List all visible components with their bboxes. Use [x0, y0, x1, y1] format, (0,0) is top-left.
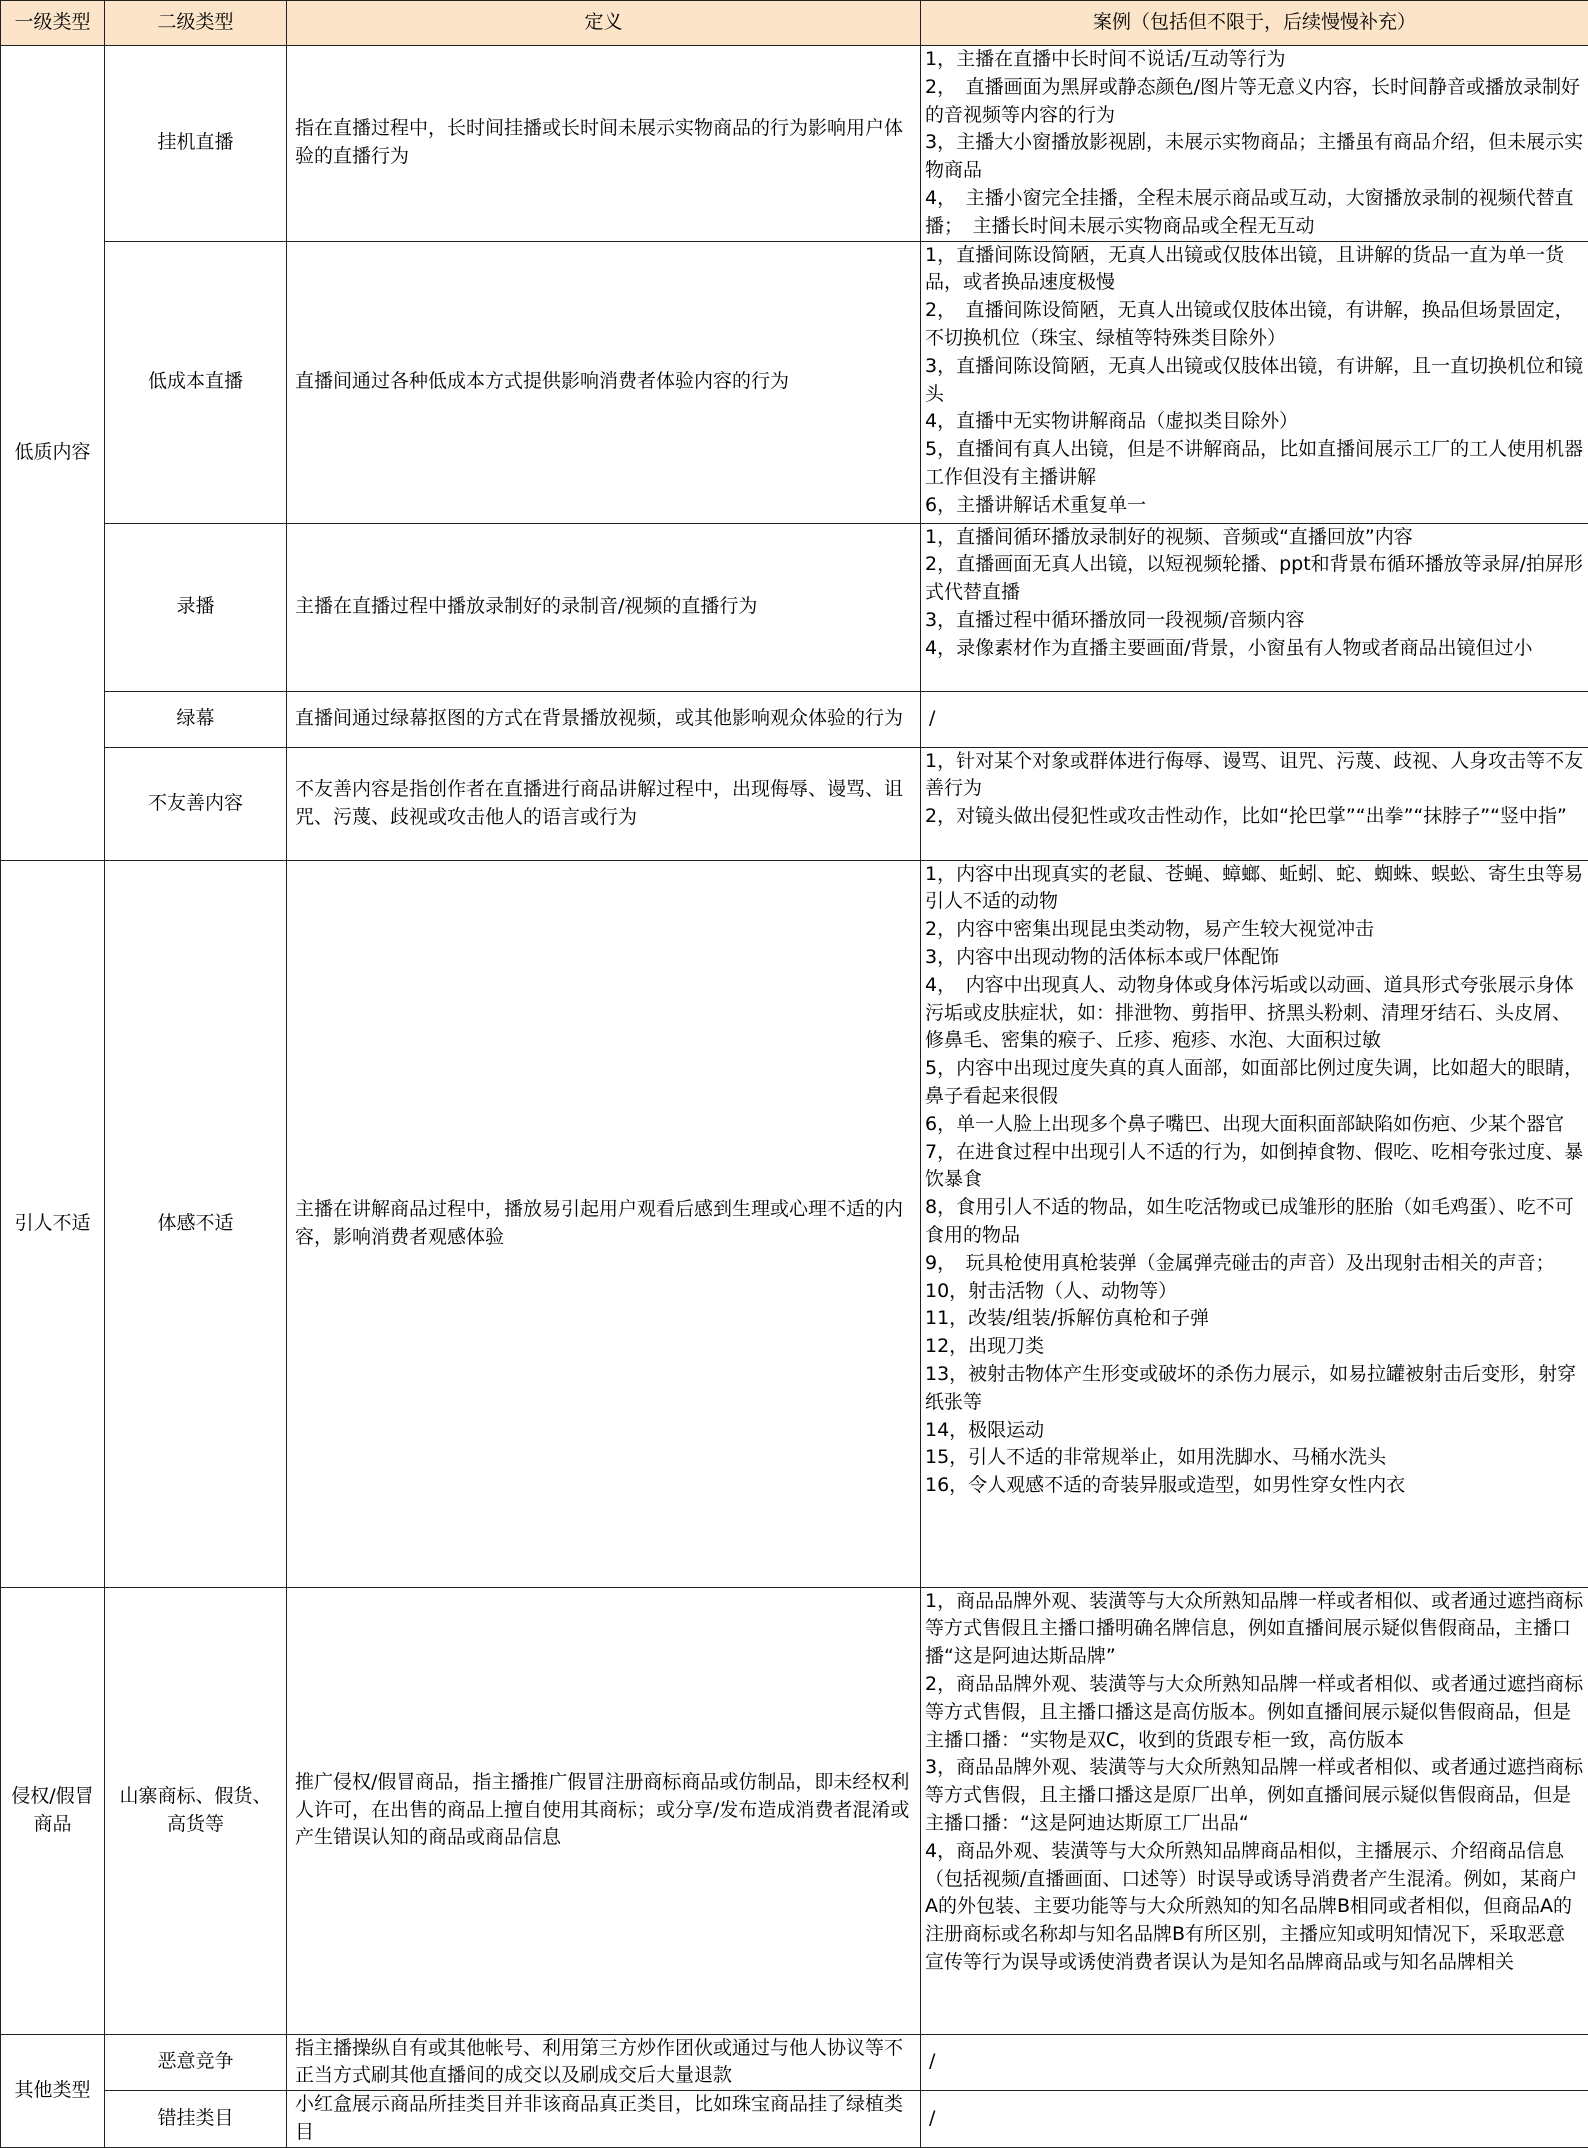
level1-cell: 侵权/假冒商品 — [1, 1587, 105, 2034]
definition-cell: 小红盒展示商品所挂类目并非该商品真正类目，比如珠宝商品挂了绿植类目 — [287, 2091, 921, 2148]
example-item: 3，直播过程中循环播放同一段视频/音频内容 — [925, 607, 1584, 635]
header-definition: 定义 — [287, 1, 921, 46]
example-item: 4，录像素材作为直播主要画面/背景，小窗虽有人物或者商品出镜但过小 — [925, 635, 1584, 663]
example-item: 8，食用引人不适的物品，如生吃活物或已成雏形的胚胎（如毛鸡蛋）、吃不可食用的物品 — [925, 1194, 1584, 1250]
example-item: 2，商品品牌外观、装潢等与大众所熟知品牌一样或者相似、或者通过遮挡商标等方式售假，且主播口播这是高仿版本。例如直播间展示疑似售假商品，但是主播口播：“实物是双C，收到的货跟专柜一致，高仿版本 — [925, 1671, 1584, 1754]
example-item: 3，主播大小窗播放影视剧，未展示实物商品；主播虽有商品介绍，但未展示实物商品 — [925, 129, 1584, 185]
examples-cell — [921, 691, 1588, 747]
level2-cell: 不友善内容 — [105, 747, 287, 860]
example-item: 6，主播讲解话术重复单一 — [925, 492, 1584, 520]
definition-cell: 指在直播过程中，长时间挂播或长时间未展示实物商品的行为影响用户体验的直播行为 — [287, 46, 921, 242]
level2-cell: 低成本直播 — [105, 241, 287, 523]
level1-cell: 引人不适 — [1, 860, 105, 1587]
example-item: 7，在进食过程中出现引人不适的行为，如倒掉食物、假吃、吃相夸张过度、暴饮暴食 — [925, 1139, 1584, 1195]
example-item: 3，直播间陈设简陋，无真人出镜或仅肢体出镜，有讲解，且一直切换机位和镜头 — [925, 353, 1584, 409]
example-item: 9， 玩具枪使用真枪装弹（金属弹壳碰击的声音）及出现射击相关的声音； — [925, 1250, 1584, 1278]
examples-cell — [921, 860, 1588, 1587]
level1-cell: 低质内容 — [1, 46, 105, 861]
example-item: 1，针对某个对象或群体进行侮辱、谩骂、诅咒、污蔑、歧视、人身攻击等不友善行为 — [925, 748, 1584, 804]
header-level1: 一级类型 — [1, 1, 105, 46]
definition-cell: 直播间通过绿幕抠图的方式在背景播放视频，或其他影响观众体验的行为 — [287, 691, 921, 747]
table-row — [1, 691, 1588, 747]
examples-cell — [921, 1587, 1588, 2034]
header-examples: 案例（包括但不限于，后续慢慢补充） — [921, 1, 1588, 46]
level2-cell: 录播 — [105, 523, 287, 691]
example-item: 5，内容中出现过度失真的真人面部，如面部比例过度失调，比如超大的眼睛，鼻子看起来很假 — [925, 1055, 1584, 1111]
example-item: 4， 内容中出现真人、动物身体或身体污垢或以动画、道具形式夸张展示身体污垢或皮肤症状，如：排泄物、剪指甲、挤黑头粉刺、清理牙结石、头皮屑、修鼻毛、密集的瘊子、丘疹、疱疹、水泡、大面积过敏 — [925, 972, 1584, 1055]
example-item: 12，出现刀类 — [925, 1333, 1584, 1361]
example-item: 5，直播间有真人出镜，但是不讲解商品，比如直播间展示工厂的工人使用机器工作但没有主播讲解 — [925, 436, 1584, 492]
example-item: 1，直播间陈设简陋，无真人出镜或仅肢体出镜，且讲解的货品一直为单一货品，或者换品速度极慢 — [925, 242, 1584, 298]
table-row — [1, 46, 1588, 242]
example-item: 14，极限运动 — [925, 1417, 1584, 1445]
level2-cell: 恶意竞争 — [105, 2034, 287, 2091]
example-item: 2，直播画面无真人出镜，以短视频轮播、ppt和背景布循环播放等录屏/拍屏形式代替直播 — [925, 551, 1584, 607]
examples-cell — [921, 747, 1588, 860]
example-item: 4，直播中无实物讲解商品（虚拟类目除外） — [925, 408, 1584, 436]
definition-cell: 不友善内容是指创作者在直播进行商品讲解过程中，出现侮辱、谩骂、诅咒、污蔑、歧视或攻击他人的语言或行为 — [287, 747, 921, 860]
example-item: 11，改装/组装/拆解仿真枪和子弹 — [925, 1305, 1584, 1333]
example-item: / — [925, 2048, 1584, 2076]
level1-cell: 其他类型 — [1, 2034, 105, 2147]
example-item: 1，内容中出现真实的老鼠、苍蝇、蟑螂、蚯蚓、蛇、蜘蛛、蜈蚣、寄生虫等易引人不适的动物 — [925, 861, 1584, 917]
example-item: / — [925, 2105, 1584, 2133]
table-row — [1, 747, 1588, 860]
examples-cell — [921, 241, 1588, 523]
example-item: 4， 主播小窗完全挂播，全程未展示商品或互动，大窗播放录制的视频代替直播； 主播长时间未展示实物商品或全程无互动 — [925, 185, 1584, 241]
example-item: 15，引人不适的非常规举止，如用洗脚水、马桶水洗头 — [925, 1444, 1584, 1472]
example-item: 10，射击活物（人、动物等） — [925, 1278, 1584, 1306]
examples-cell — [921, 523, 1588, 691]
level2-cell: 山寨商标、假货、高货等 — [105, 1587, 287, 2034]
level2-cell: 挂机直播 — [105, 46, 287, 242]
table-row — [1, 523, 1588, 691]
definition-cell: 主播在直播过程中播放录制好的录制音/视频的直播行为 — [287, 523, 921, 691]
example-item: 3，商品品牌外观、装潢等与大众所熟知品牌一样或者相似、或者通过遮挡商标等方式售假，且主播口播这是原厂出单，例如直播间展示疑似售假商品，但是主播口播：“这是阿迪达斯原工厂出品“ — [925, 1754, 1584, 1837]
example-item: 6，单一人脸上出现多个鼻子嘴巴、出现大面积面部缺陷如伤疤、少某个器官 — [925, 1111, 1584, 1139]
example-item: 1，商品品牌外观、装潢等与大众所熟知品牌一样或者相似、或者通过遮挡商标等方式售假且主播口播明确名牌信息，例如直播间展示疑似售假商品，主播口播“这是阿迪达斯品牌” — [925, 1588, 1584, 1671]
level2-cell: 错挂类目 — [105, 2091, 287, 2148]
example-item: 4，商品外观、装潢等与大众所熟知品牌商品相似，主播展示、介绍商品信息（包括视频/直播画面、口述等）时误导或诱导消费者产生混淆。例如，某商户A的外包装、主要功能等与大众所熟知的知名品牌B相同或者相似，但商品A的注册商标或名称却与知名品牌B有所区别，主播应知或明知情况下，采取恶意宣传等行为误导或诱使消费者误认为是知名品牌商品或与知名品牌相关 — [925, 1838, 1584, 1977]
example-item: 2，内容中密集出现昆虫类动物，易产生较大视觉冲击 — [925, 916, 1584, 944]
header-row — [1, 1, 1588, 46]
level2-cell: 绿幕 — [105, 691, 287, 747]
table-row — [1, 1587, 1588, 2034]
example-item: / — [925, 705, 1584, 733]
example-item: 2， 直播间陈设简陋，无真人出镜或仅肢体出镜，有讲解，换品但场景固定，不切换机位（珠宝、绿植等特殊类目除外） — [925, 297, 1584, 353]
header-level2: 二级类型 — [105, 1, 287, 46]
examples-cell — [921, 2091, 1588, 2148]
example-item: 3，内容中出现动物的活体标本或尸体配饰 — [925, 944, 1584, 972]
table-row — [1, 2034, 1588, 2091]
example-item: 2，对镜头做出侵犯性或攻击性动作，比如“抡巴掌”“出拳”“抹脖子”“竖中指” — [925, 803, 1584, 831]
examples-cell — [921, 2034, 1588, 2091]
level2-cell: 体感不适 — [105, 860, 287, 1587]
definition-cell: 直播间通过各种低成本方式提供影响消费者体验内容的行为 — [287, 241, 921, 523]
example-item: 1，直播间循环播放录制好的视频、音频或“直播回放”内容 — [925, 524, 1584, 552]
table-row — [1, 2091, 1588, 2148]
example-item: 16，令人观感不适的奇装异服或造型，如男性穿女性内衣 — [925, 1472, 1584, 1500]
definition-cell: 推广侵权/假冒商品，指主播推广假冒注册商标商品或仿制品，即未经权利人许可，在出售的商品上擅自使用其商标；或分享/发布造成消费者混淆或产生错误认知的商品或商品信息 — [287, 1587, 921, 2034]
table-row — [1, 860, 1588, 1587]
table-row — [1, 241, 1588, 523]
example-item: 13，被射击物体产生形变或破坏的杀伤力展示，如易拉罐被射击后变形，射穿纸张等 — [925, 1361, 1584, 1417]
example-item: 1，主播在直播中长时间不说话/互动等行为 — [925, 46, 1584, 74]
examples-cell — [921, 46, 1588, 242]
definition-cell: 指主播操纵自有或其他帐号、利用第三方炒作团伙或通过与他人协议等不正当方式刷其他直播间的成交以及刷成交后大量退款 — [287, 2034, 921, 2091]
example-item: 2， 直播画面为黑屏或静态颜色/图片等无意义内容，长时间静音或播放录制好的音视频等内容的行为 — [925, 74, 1584, 130]
definition-cell: 主播在讲解商品过程中，播放易引起用户观看后感到生理或心理不适的内容，影响消费者观感体验 — [287, 860, 921, 1587]
